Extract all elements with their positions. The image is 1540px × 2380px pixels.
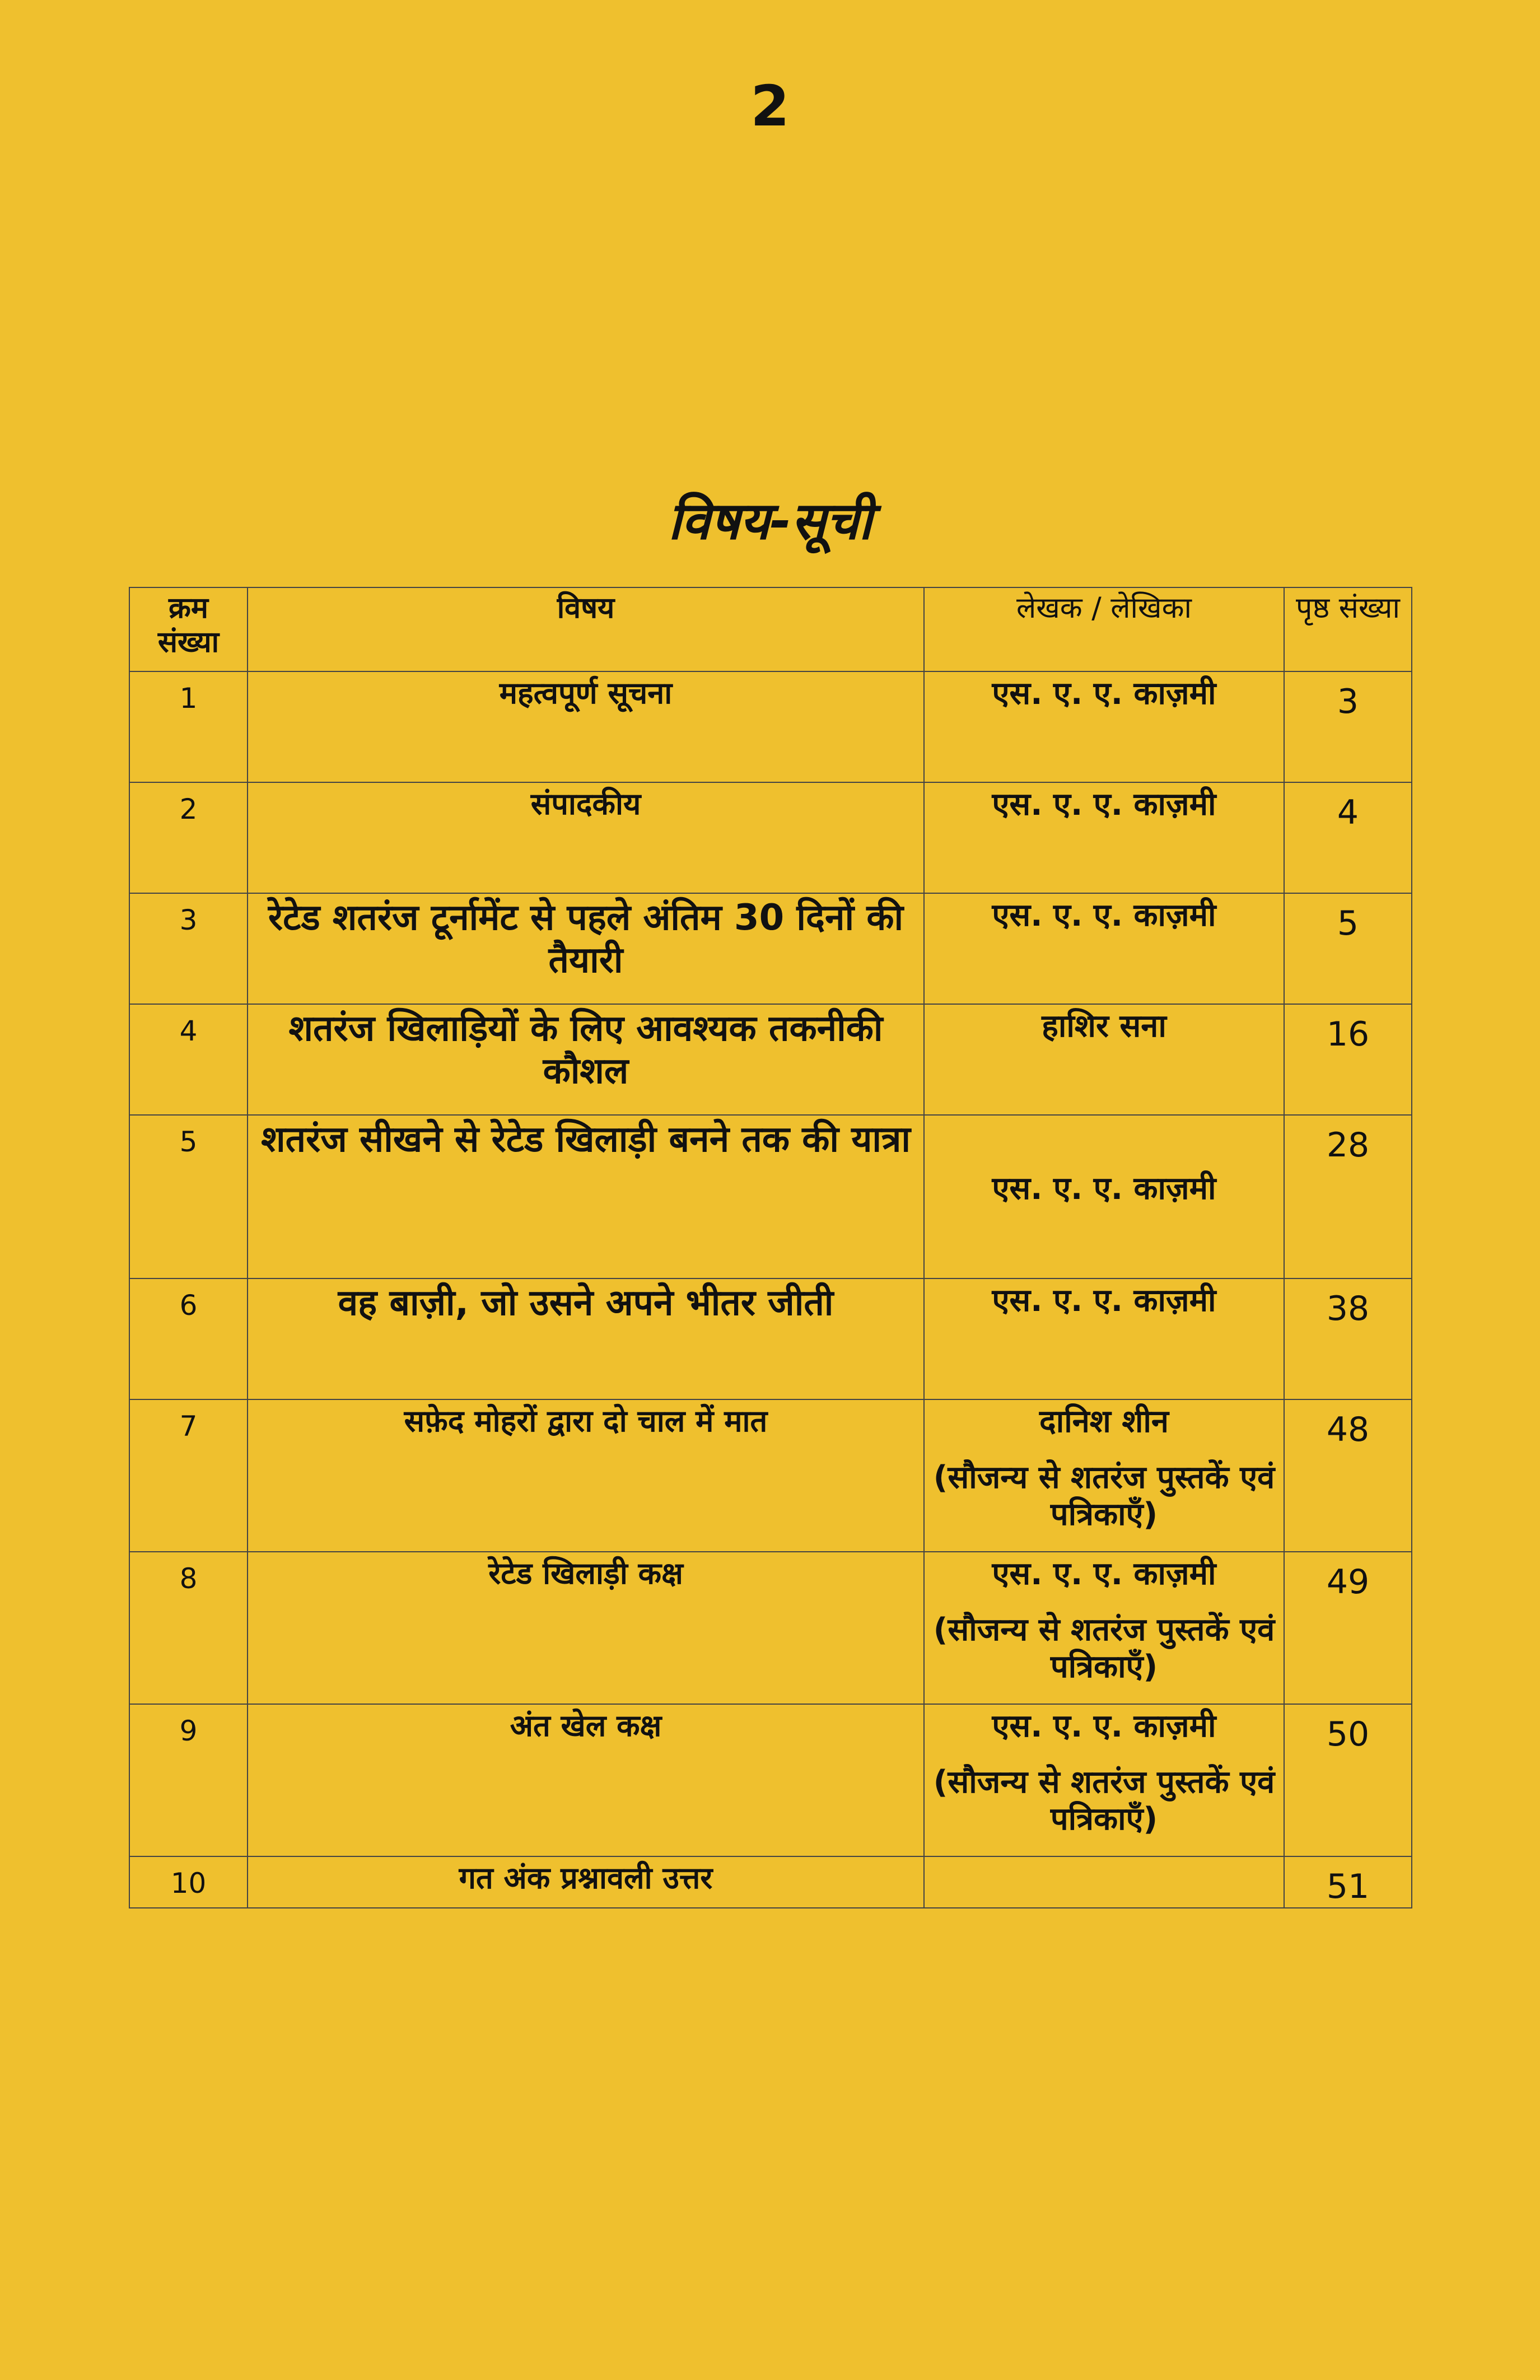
author-name: एस. ए. ए. काज़मी bbox=[992, 1556, 1216, 1592]
page-title: विषय-सूची bbox=[668, 491, 872, 551]
table-row bbox=[129, 893, 1412, 1004]
table-row bbox=[129, 1552, 1412, 1704]
row-page: 16 bbox=[1284, 1004, 1412, 1115]
row-page: 50 bbox=[1284, 1704, 1412, 1856]
row-author bbox=[924, 1399, 1284, 1552]
row-subject: शतरंज खिलाड़ियों के लिए आवश्यक तकनीकी कौशल bbox=[248, 1004, 924, 1115]
author-name: एस. ए. ए. काज़मी bbox=[992, 897, 1216, 934]
row-author bbox=[924, 671, 1284, 782]
courtesy-note: (सौजन्य से शतरंज पुस्तकें एवं पत्रिकाएँ) bbox=[933, 1764, 1275, 1838]
row-page: 28 bbox=[1284, 1115, 1412, 1278]
author-name: एस. ए. ए. काज़मी bbox=[992, 1282, 1216, 1319]
header-subject: विषय bbox=[248, 587, 924, 671]
table-header-row bbox=[129, 587, 1412, 671]
table-row bbox=[129, 1399, 1412, 1552]
row-serial: 2 bbox=[129, 782, 248, 893]
row-author bbox=[924, 1278, 1284, 1399]
table-row bbox=[129, 782, 1412, 893]
row-page: 48 bbox=[1284, 1399, 1412, 1552]
row-subject: संपादकीय bbox=[248, 782, 924, 893]
row-subject: रेटेड खिलाड़ी कक्ष bbox=[248, 1552, 924, 1704]
header-page: पृष्ठ संख्या bbox=[1284, 587, 1412, 671]
header-author: लेखक / लेखिका bbox=[924, 587, 1284, 671]
row-author bbox=[924, 1552, 1284, 1704]
header-serial: क्रम संख्या bbox=[129, 587, 248, 671]
table-row bbox=[129, 1004, 1412, 1115]
row-author bbox=[924, 893, 1284, 1004]
row-page: 49 bbox=[1284, 1552, 1412, 1704]
courtesy-note: (सौजन्य से शतरंज पुस्तकें एवं पत्रिकाएँ) bbox=[933, 1612, 1275, 1686]
row-serial: 10 bbox=[129, 1856, 248, 1908]
contents-table bbox=[129, 587, 1412, 1908]
author-name: एस. ए. ए. काज़मी bbox=[992, 1708, 1216, 1744]
row-author bbox=[924, 1004, 1284, 1115]
table-row bbox=[129, 1856, 1412, 1908]
row-serial: 9 bbox=[129, 1704, 248, 1856]
courtesy-note: (सौजन्य से शतरंज पुस्तकें एवं पत्रिकाएँ) bbox=[933, 1459, 1275, 1533]
author-name: एस. ए. ए. काज़मी bbox=[992, 675, 1216, 712]
row-page: 51 bbox=[1284, 1856, 1412, 1908]
row-subject: गत अंक प्रश्नावली उत्तर bbox=[248, 1856, 924, 1908]
row-page: 4 bbox=[1284, 782, 1412, 893]
row-author bbox=[924, 782, 1284, 893]
row-serial: 4 bbox=[129, 1004, 248, 1115]
table-row bbox=[129, 1278, 1412, 1399]
table-row bbox=[129, 1115, 1412, 1278]
row-serial: 5 bbox=[129, 1115, 248, 1278]
row-subject: शतरंज सीखने से रेटेड खिलाड़ी बनने तक की यात्रा bbox=[248, 1115, 924, 1278]
author-name: दानिश शीन bbox=[1039, 1403, 1169, 1440]
row-subject: अंत खेल कक्ष bbox=[248, 1704, 924, 1856]
table-row bbox=[129, 1704, 1412, 1856]
row-author bbox=[924, 1115, 1284, 1278]
row-serial: 3 bbox=[129, 893, 248, 1004]
row-serial: 6 bbox=[129, 1278, 248, 1399]
row-subject: महत्वपूर्ण सूचना bbox=[248, 671, 924, 782]
row-serial: 7 bbox=[129, 1399, 248, 1552]
row-author bbox=[924, 1704, 1284, 1856]
page-number: 2 bbox=[750, 73, 790, 139]
row-page: 5 bbox=[1284, 893, 1412, 1004]
row-page: 38 bbox=[1284, 1278, 1412, 1399]
author-name: एस. ए. ए. काज़मी bbox=[992, 786, 1216, 823]
row-serial: 8 bbox=[129, 1552, 248, 1704]
row-serial: 1 bbox=[129, 671, 248, 782]
row-subject: सफ़ेद मोहरों द्वारा दो चाल में मात bbox=[248, 1399, 924, 1552]
row-page: 3 bbox=[1284, 671, 1412, 782]
author-name: एस. ए. ए. काज़मी bbox=[992, 1170, 1216, 1207]
row-subject: रेटेड शतरंज टूर्नामेंट से पहले अंतिम 30 दिनों की तैयारी bbox=[248, 893, 924, 1004]
row-subject: वह बाज़ी, जो उसने अपने भीतर जीती bbox=[248, 1278, 924, 1399]
table-row bbox=[129, 671, 1412, 782]
row-author bbox=[924, 1856, 1284, 1908]
author-name: हाशिर सना bbox=[1042, 1008, 1166, 1044]
